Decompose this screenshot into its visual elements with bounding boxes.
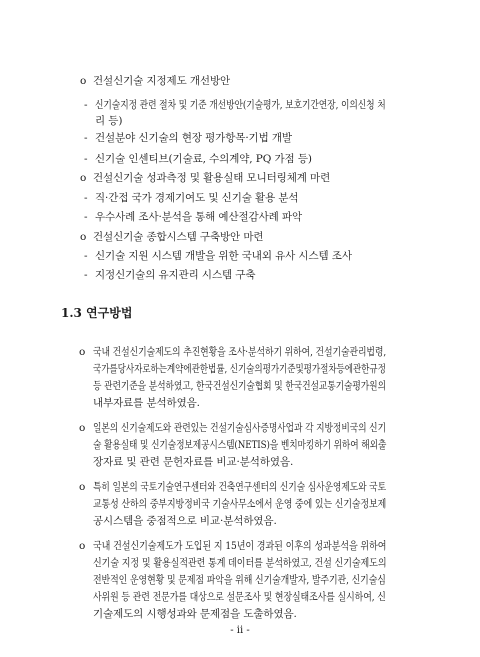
- bullet-text: 건설신기술 지정제도 개선방안: [93, 75, 231, 87]
- dash-marker: -: [84, 153, 88, 165]
- dash-marker: -: [84, 132, 88, 144]
- sub-item-text-cont: 리 등): [95, 115, 123, 127]
- dash-marker: -: [84, 211, 88, 223]
- paragraph-line: 공시스템을 중점적으로 비교·분석하였음.: [93, 515, 277, 527]
- dash-marker: -: [84, 192, 88, 204]
- dash-marker: -: [84, 250, 88, 262]
- paragraph-line: 일본의 신기술제도와 관련있는 건설기술심사증명사업과 각 지방정비국의 신기: [93, 422, 386, 434]
- bullet-marker: o: [80, 75, 87, 87]
- bullet-text: 건설신기술 종합시스템 구축방안 마련: [93, 231, 264, 243]
- paragraph-line: 특히 일본의 국토기술연구센터와 건축연구센터의 신기술 심사운영제도와 국토: [93, 481, 386, 493]
- paragraph-line: 내부자료를 분석하였음.: [93, 397, 200, 409]
- section-heading: 1.3 연구방법: [61, 306, 133, 320]
- bullet-marker: o: [79, 346, 86, 358]
- dash-marker: -: [84, 99, 88, 111]
- paragraph-line: 교통성 산하의 중부지방정비국 기술사무소에서 운영 중에 있는 신기술정보제: [93, 498, 387, 510]
- bullet-marker: o: [79, 422, 86, 434]
- paragraph-line: 사위원 등 관련 전문가를 대상으로 설문조사 및 현장실태조사를 실시하여, 신: [93, 591, 386, 603]
- paragraph-line: 술 활용실태 및 신기술정보제공시스템(NETIS)을 벤치마킹하기 위하여 해외출: [93, 439, 387, 451]
- bullet-text: 건설신기술 성과측정 및 활용실태 모니터링체계 마련: [93, 172, 331, 184]
- sub-item-text: 지정신기술의 유지관리 시스템 구축: [95, 269, 256, 281]
- sub-item-text: 건설분야 신기술의 현장 평가항목·기법 개발: [95, 132, 292, 144]
- bullet-marker: o: [80, 231, 87, 243]
- sub-item-text: 신기술 지원 시스템 개발을 위한 국내외 유사 시스템 조사: [95, 250, 352, 262]
- sub-item-text: 신기술지정 관련 절차 및 기준 개선방안(기술평가, 보호기간연장, 이의신청 처: [95, 99, 386, 111]
- bullet-marker: o: [80, 172, 87, 184]
- paragraph-line: 기술제도의 시행성과와 문제점을 도출하였음.: [93, 608, 297, 620]
- paragraph-line: 국가를당사자로하는계약에관한법률, 신기술의평가기준및평가절차등에관한규정: [93, 363, 386, 375]
- dash-marker: -: [84, 269, 88, 281]
- bullet-marker: o: [79, 540, 86, 552]
- page-number: - ii -: [230, 625, 250, 636]
- paragraph-line: 장자료 및 관련 문헌자료를 비교·분석하였음.: [93, 456, 294, 468]
- sub-item-text: 직·간접 국가 경제기여도 및 신기술 활용 분석: [95, 192, 299, 204]
- bullet-marker: o: [79, 481, 86, 493]
- paragraph-line: 국내 건설신기술제도가 도입된 지 15년이 경과된 이후의 성과분석을 위하여: [93, 540, 387, 552]
- paragraph-line: 국내 건설신기술제도의 추진현황을 조사·분석하기 위하여, 건설기술관리법령,: [93, 346, 387, 358]
- paragraph-line: 등 관련기준을 분석하였고, 한국건설신기술협회 및 한국건설교통기술평가원의: [93, 380, 386, 392]
- paragraph-line: 신기술 지정 및 활용실적관련 통계 데이터를 분석하였고, 건설 신기술제도의: [93, 557, 387, 569]
- paragraph-line: 전반적인 운영현황 및 문제점 파악을 위해 신기술개발자, 발주기관, 신기술심: [93, 574, 386, 586]
- sub-item-text: 우수사례 조사·분석을 통해 예산절감사례 파악: [95, 211, 303, 223]
- sub-item-text: 신기술 인센티브(기술료, 수의계약, PQ 가점 등): [95, 153, 312, 165]
